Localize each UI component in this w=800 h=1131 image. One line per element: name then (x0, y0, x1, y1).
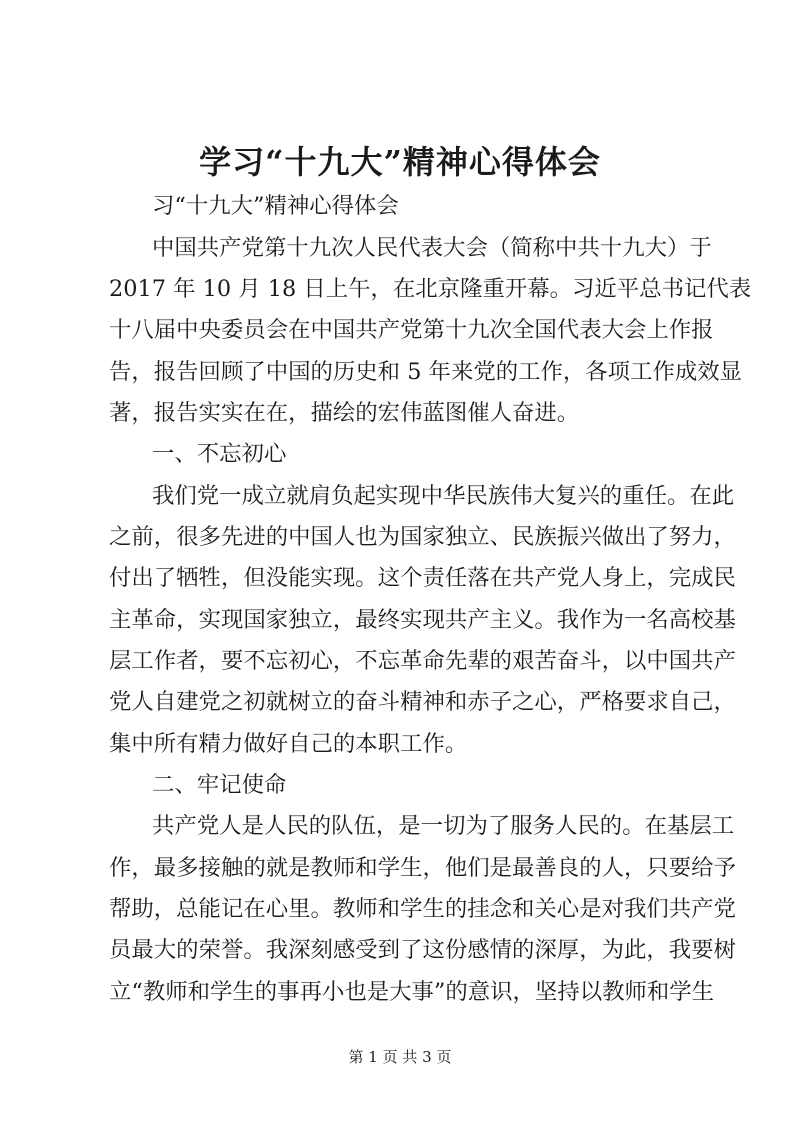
body-line: 著，报告实实在在，描绘的宏伟蓝图催人奋进。 (109, 400, 580, 426)
body-line: 付出了牺牲，但没能实现。这个责任落在共产党人身上，完成民 (109, 565, 736, 591)
body-line: 告，报告回顾了中国的历史和 5 年来党的工作，各项工作成效显 (109, 359, 743, 385)
body-line: 集中所有精力做好自己的本职工作。 (109, 731, 468, 757)
page-number-footer: 第 1 页 共 3 页 (348, 1048, 452, 1066)
body-line: 之前，很多先进的中国人也为国家独立、民族振兴做出了努力， (109, 524, 736, 550)
body-line: 2017 年 10 月 18 日上午，在北京隆重开幕。习近平总书记代表 (109, 276, 752, 302)
body-line: 帮助，总能记在心里。教师和学生的挂念和关心是对我们共产党 (109, 896, 736, 922)
section-heading: 一、不忘初心 (152, 441, 287, 467)
body-line: 我们党一成立就肩负起实现中华民族伟大复兴的重任。在此 (152, 483, 735, 509)
body-line: 层工作者，要不忘初心，不忘革命先辈的艰苦奋斗，以中国共产 (109, 648, 736, 674)
body-line: 主革命，实现国家独立，最终实现共产主义。我作为一名高校基 (109, 607, 736, 633)
body-line: 十八届中央委员会在中国共产党第十九次全国代表大会上作报 (109, 317, 714, 343)
body-line: 共产党人是人民的队伍，是一切为了服务人民的。在基层工 (152, 813, 735, 839)
body-line: 作，最多接触的就是教师和学生，他们是最善良的人，只要给予 (109, 855, 736, 881)
body-line: 立“教师和学生的事再小也是大事”的意识，坚持以教师和学生 (109, 979, 715, 1005)
document-title: 学习“十九大”精神心得体会 (199, 143, 601, 181)
body-line: 党人自建党之初就树立的奋斗精神和赤子之心，严格要求自己， (109, 689, 736, 715)
body-line: 中国共产党第十九次人民代表大会（简称中共十九大）于 (152, 235, 712, 261)
section-heading: 二、牢记使命 (152, 772, 287, 798)
body-line: 习“十九大”精神心得体会 (152, 193, 399, 219)
body-line: 员最大的荣誉。我深刻感受到了这份感情的深厚，为此，我要树 (109, 937, 736, 963)
